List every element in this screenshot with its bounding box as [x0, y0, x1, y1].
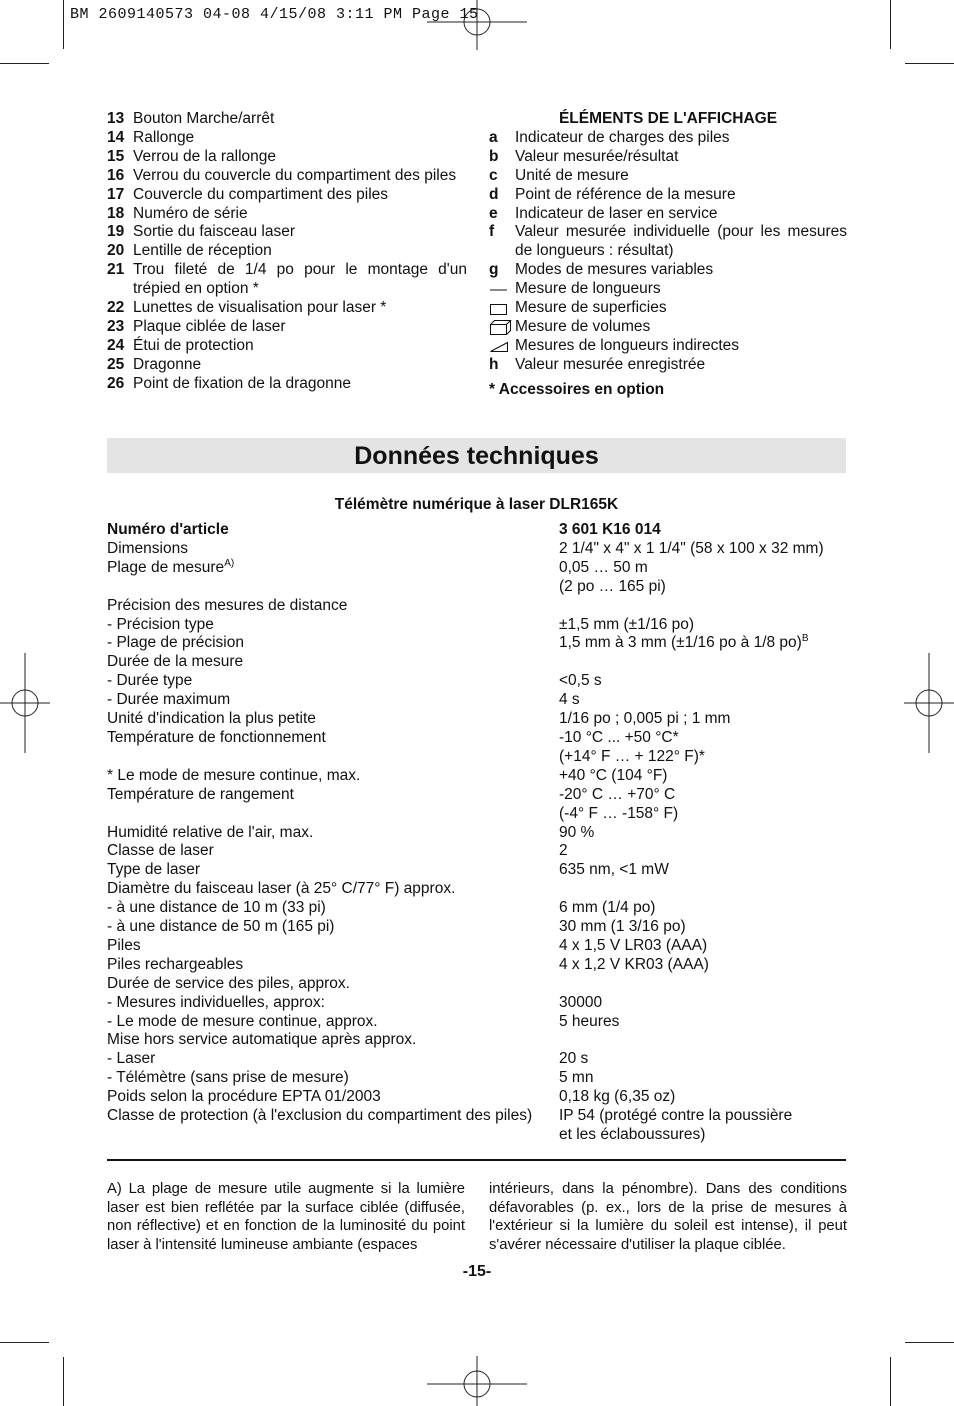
item-text: Unité de mesure: [515, 166, 629, 184]
spec-label-text: - Le mode de mesure continue, approx.: [107, 1012, 378, 1030]
spec-row: [107, 786, 846, 805]
spec-label: [107, 767, 559, 786]
spec-label: [107, 729, 559, 748]
spec-row: [107, 1013, 846, 1032]
list-item: [489, 205, 847, 224]
list-item: [107, 167, 467, 186]
crop-mark-bl-h: [0, 1342, 49, 1343]
item-number: 16: [107, 166, 125, 184]
spec-label-text: Classe de laser: [107, 842, 214, 860]
spec-value: [559, 521, 846, 540]
spec-label: [107, 824, 559, 843]
spec-value: [559, 597, 846, 616]
list-item: [107, 318, 467, 337]
spec-value-text: 0,18 kg (6,35 oz): [559, 1088, 676, 1106]
list-item: [489, 148, 847, 167]
item-text: Rallonge: [133, 128, 195, 146]
spec-value-text: -20° C … +70° C: [559, 785, 676, 803]
spec-value-text: 5 heures: [559, 1012, 620, 1030]
spec-row: [107, 975, 846, 994]
spec-label-text: Poids selon la procédure EPTA 01/2003: [107, 1088, 381, 1106]
item-text: Mesure de volumes: [515, 317, 651, 335]
item-key: f: [489, 223, 495, 241]
spec-value-text: 4 s: [559, 691, 580, 709]
spec-label: [107, 937, 559, 956]
spec-label-text: Numéro d'article: [107, 521, 229, 538]
spec-value: [559, 616, 846, 635]
page-number: -15-: [462, 1263, 492, 1280]
spec-label: [107, 956, 559, 975]
spec-row: [107, 691, 846, 710]
spec-label: [107, 597, 559, 616]
spec-value: [559, 767, 846, 786]
list-item: [489, 318, 847, 337]
spec-value-text: 635 nm, <1 mW: [559, 861, 669, 879]
spec-value: [559, 1088, 846, 1107]
spec-value: [559, 1107, 846, 1126]
spec-row: [107, 937, 846, 956]
item-number: 13: [107, 110, 125, 127]
spec-row: [107, 1050, 846, 1069]
crop-mark-tl-h: [0, 63, 49, 64]
spec-row: [107, 653, 846, 672]
spec-row: [107, 842, 846, 861]
spec-value: [559, 824, 846, 843]
list-item: [107, 242, 467, 261]
spec-label-text: Dimensions: [107, 539, 188, 557]
spec-label: [107, 1126, 559, 1145]
item-text: Numéro de série: [133, 204, 248, 222]
spec-label: [107, 1050, 559, 1069]
list-item: [107, 337, 467, 356]
spec-label: [107, 691, 559, 710]
spec-value: [559, 559, 846, 578]
spec-value: [559, 540, 846, 559]
item-number: 14: [107, 128, 125, 146]
spec-label: [107, 1107, 559, 1126]
item-number: 22: [107, 299, 125, 317]
spec-label-text: - Télémètre (sans prise de mesure): [107, 1069, 349, 1087]
spec-row: [107, 1069, 846, 1088]
item-text: Mesure de superficies: [515, 299, 667, 317]
spec-value: [559, 918, 846, 937]
spec-value-text: (+14° F … + 122° F)*: [559, 747, 705, 765]
spec-value-text: 30 mm (1 3/16 po): [559, 918, 686, 936]
section-title: Données techniques: [354, 442, 599, 470]
item-number: 23: [107, 317, 125, 335]
crop-mark-br-h: [905, 1342, 954, 1343]
item-key: h: [489, 355, 499, 373]
list-item: [489, 167, 847, 186]
spec-label: [107, 880, 559, 899]
spec-row: [107, 521, 846, 540]
item-number: 20: [107, 242, 125, 260]
spec-label: [107, 918, 559, 937]
crop-mark-br-v: [890, 1357, 891, 1406]
item-number: 25: [107, 355, 125, 373]
spec-value-text: et les éclaboussures): [559, 1126, 706, 1143]
item-text: Bouton Marche/arrêt: [133, 110, 275, 127]
item-text: Modes de mesures variables: [515, 261, 714, 279]
footnote-ref: A): [224, 557, 235, 569]
item-text: Point de référence de la mesure: [515, 185, 736, 203]
registration-mark-right-icon: [904, 653, 954, 753]
spec-row: [107, 559, 846, 578]
list-item: [489, 356, 847, 375]
spec-value-text: 5 mn: [559, 1069, 594, 1087]
spec-value: [559, 578, 846, 597]
spec-row: [107, 1126, 846, 1145]
spec-label-text: - Durée maximum: [107, 691, 231, 709]
crop-mark-tr-v: [890, 0, 891, 49]
spec-value: [559, 634, 846, 653]
list-item: [489, 223, 847, 261]
footnote-divider: [107, 1159, 846, 1161]
spec-value-text: 6 mm (1/4 po): [559, 899, 656, 917]
item-number: 15: [107, 147, 125, 165]
spec-label-text: Précision des mesures de distance: [107, 596, 348, 614]
spec-value: [559, 1013, 846, 1032]
spec-label: [107, 540, 559, 559]
spec-label: [107, 653, 559, 672]
spec-value: [559, 1050, 846, 1069]
spec-row: [107, 597, 846, 616]
display-elements: [489, 110, 847, 399]
spec-value: [559, 880, 846, 899]
spec-label: [107, 899, 559, 918]
spec-value-text: ±1,5 mm (±1/16 po): [559, 615, 695, 633]
footnote-ref: B: [801, 633, 809, 645]
spec-row: [107, 1088, 846, 1107]
spec-value: [559, 691, 846, 710]
item-text: Mesure de longueurs: [515, 280, 661, 298]
list-item: [107, 261, 467, 299]
crop-mark-tr-h: [905, 63, 954, 64]
list-item: [107, 299, 467, 318]
item-text: Lentille de réception: [133, 242, 272, 260]
spec-row: [107, 824, 846, 843]
area-rectangle-icon: [489, 299, 515, 318]
item-text: Point de fixation de la dragonne: [133, 374, 352, 392]
list-item: [489, 186, 847, 205]
spec-value-text: 2 1/4" x 4" x 1 1/4" (58 x 100 x 32 mm): [559, 539, 824, 557]
spec-row: [107, 616, 846, 635]
item-text: Étui de protection: [133, 336, 254, 354]
list-item: [107, 223, 467, 242]
spec-value-text: (2 po … 165 pi): [559, 577, 666, 595]
spec-row: [107, 767, 846, 786]
spec-value: [559, 1126, 846, 1145]
spec-value: [559, 748, 846, 767]
spec-value-text: 0,05 … 50 m: [559, 558, 648, 576]
spec-row: [107, 880, 846, 899]
list-item: [489, 129, 847, 148]
spec-value: [559, 842, 846, 861]
item-key: c: [489, 166, 498, 184]
spec-row: [107, 861, 846, 880]
item-number: 21: [107, 261, 125, 279]
spec-value: [559, 956, 846, 975]
spec-row: [107, 729, 846, 748]
spec-value-text: (-4° F … -158° F): [559, 804, 679, 822]
list-item: [489, 299, 847, 318]
spec-label-text: Piles rechargeables: [107, 955, 244, 973]
spec-value: [559, 805, 846, 824]
spec-label: [107, 559, 559, 578]
list-item: [107, 148, 467, 167]
item-key: e: [489, 204, 498, 222]
spec-label-text: - à une distance de 50 m (165 pi): [107, 918, 335, 936]
specs-table: [107, 521, 846, 1145]
item-text: Dragonne: [133, 355, 202, 373]
spec-value: [559, 937, 846, 956]
spec-label: [107, 578, 559, 597]
spec-value-text: 20 s: [559, 1050, 589, 1068]
spec-label: [107, 521, 559, 540]
crop-mark-bl-v: [63, 1357, 64, 1406]
spec-value: [559, 653, 846, 672]
item-text: Verrou du couvercle du compartiment des piles: [133, 166, 457, 184]
item-number: 26: [107, 374, 125, 392]
spec-value: [559, 975, 846, 994]
item-text: Valeur mesurée enregistrée: [515, 355, 706, 373]
item-number: 24: [107, 336, 125, 354]
indirect-triangle-icon: [489, 337, 515, 356]
spec-row: [107, 672, 846, 691]
item-text: Valeur mesurée/résultat: [515, 147, 679, 165]
list-item: [489, 280, 847, 299]
spec-label: [107, 1088, 559, 1107]
accessories-note: * Accessoires en option: [489, 380, 665, 398]
spec-label: [107, 748, 559, 767]
spec-value: [559, 899, 846, 918]
item-number: 19: [107, 223, 125, 241]
spec-row: [107, 1031, 846, 1050]
list-item: [107, 375, 467, 394]
item-key: g: [489, 261, 499, 279]
list-item: [107, 110, 467, 129]
spec-label-text: Piles: [107, 936, 141, 954]
item-text: Mesures de longueurs indirectes: [515, 336, 740, 354]
spec-label-text: - à une distance de 10 m (33 pi): [107, 899, 326, 917]
volume-box-icon: [489, 318, 515, 337]
spec-row: [107, 1107, 846, 1126]
spec-value-text: 4 x 1,2 V KR03 (AAA): [559, 955, 709, 973]
spec-label-text: Unité d'indication la plus petite: [107, 710, 316, 728]
item-text: Verrou de la rallonge: [133, 147, 277, 165]
spec-label-text: * Le mode de mesure continue, max.: [107, 766, 361, 784]
product-title: Télémètre numérique à laser DLR165K: [334, 496, 619, 513]
spec-value-text: 3 601 K16 014: [559, 521, 661, 538]
spec-row: [107, 578, 846, 597]
spec-row: [107, 748, 846, 767]
spec-value: [559, 861, 846, 880]
registration-mark-top-icon: [427, 0, 527, 50]
item-text: Indicateur de charges des piles: [515, 128, 730, 146]
item-text: Lunettes de visualisation pour laser *: [133, 299, 387, 317]
spec-value: [559, 1069, 846, 1088]
registration-mark-bottom-icon: [427, 1356, 527, 1406]
list-item: [489, 261, 847, 280]
item-key: d: [489, 185, 499, 203]
item-text: Trou fileté de 1/4 po pour le montage d'un trépied en option *: [133, 261, 467, 298]
spec-label: [107, 805, 559, 824]
spec-label-text: Mise hors service automatique après approx.: [107, 1031, 417, 1049]
spec-value-text: <0,5 s: [559, 672, 602, 690]
list-item: [107, 129, 467, 148]
spec-row: [107, 956, 846, 975]
spec-label-text: Type de laser: [107, 861, 201, 879]
list-item: [107, 186, 467, 205]
display-elements-title: ÉLÉMENTS DE L'AFFICHAGE: [558, 110, 778, 127]
spec-label: [107, 861, 559, 880]
item-text: Plaque ciblée de laser: [133, 317, 286, 335]
spec-label-text: Température de fonctionnement: [107, 728, 326, 746]
spec-value-text: 30000: [559, 993, 603, 1011]
spec-value: [559, 786, 846, 805]
spec-value: [559, 1031, 846, 1050]
print-header: BM 2609140573 04-08 4/15/08 3:11 PM Page 15: [70, 6, 479, 23]
item-text: Couvercle du compartiment des piles: [133, 185, 389, 203]
crop-mark-tl-v: [63, 0, 64, 49]
item-text: Valeur mesurée individuelle (pour les mesures de longueurs : résultat): [515, 223, 847, 260]
spec-label-text: - Plage de précision: [107, 634, 244, 652]
spec-label: [107, 994, 559, 1013]
spec-label-text: Température de rangement: [107, 785, 294, 803]
spec-label: [107, 1031, 559, 1050]
spec-label-text: - Précision type: [107, 615, 214, 633]
spec-value: [559, 994, 846, 1013]
list-item: [107, 205, 467, 224]
spec-label-text: Diamètre du faisceau laser (à 25° C/77° F) approx.: [107, 880, 456, 898]
parts-list: [107, 110, 467, 394]
spec-label: [107, 786, 559, 805]
spec-label: [107, 616, 559, 635]
spec-label-text: Humidité relative de l'air, max.: [107, 823, 314, 841]
item-text: Indicateur de laser en service: [515, 204, 718, 222]
spec-value: [559, 729, 846, 748]
spec-label-text: - Laser: [107, 1050, 156, 1068]
spec-value-text: +40 °C (104 °F): [559, 766, 668, 784]
item-text: Sortie du faisceau laser: [133, 223, 295, 241]
spec-value: [559, 710, 846, 729]
spec-label: [107, 672, 559, 691]
spec-label-text: Durée de la mesure: [107, 653, 244, 671]
footnote-left: A) La plage de mesure utile augmente si la lumière laser est bien reflétée par la surface ciblée (diffusée, non réflective) et en fonction de la luminosité du point laser à l'intensité lumineuse ambiante (espaces: [107, 1181, 465, 1253]
list-item: [489, 337, 847, 356]
registration-mark-left-icon: [0, 653, 50, 753]
spec-label-text: Plage de mesure: [107, 558, 225, 576]
spec-label-text: Classe de protection (à l'exclusion du compartiment des piles): [107, 1107, 533, 1125]
spec-value-text: -10 °C ... +50 °C*: [559, 728, 679, 746]
item-key: a: [489, 128, 498, 146]
spec-row: [107, 805, 846, 824]
length-line-icon: [489, 280, 515, 299]
spec-label: [107, 710, 559, 729]
spec-label-text: - Durée type: [107, 672, 193, 690]
spec-value-text: 4 x 1,5 V LR03 (AAA): [559, 936, 708, 954]
spec-value: [559, 672, 846, 691]
item-key: b: [489, 147, 499, 165]
item-number: 17: [107, 185, 125, 203]
spec-row: [107, 710, 846, 729]
spec-row: [107, 540, 846, 559]
spec-label: [107, 975, 559, 994]
spec-label: [107, 634, 559, 653]
spec-row: [107, 634, 846, 653]
spec-value-text: IP 54 (protégé contre la poussière: [559, 1107, 793, 1125]
spec-row: [107, 994, 846, 1013]
item-number: 18: [107, 204, 125, 222]
footnote-right: intérieurs, dans la pénombre). Dans des conditions défavorables (p. ex., lors de la prise de mesures à l'extérieur si la lumière du soleil est intense), il peut s'avérer nécessaire d'utiliser la plaque ciblée.: [489, 1181, 847, 1253]
spec-label-text: - Mesures individuelles, approx:: [107, 993, 325, 1011]
spec-row: [107, 899, 846, 918]
spec-row: [107, 918, 846, 937]
spec-label-text: Durée de service des piles, approx.: [107, 974, 350, 992]
list-item: [107, 356, 467, 375]
spec-value-text: 1/16 po ; 0,005 pi ; 1 mm: [559, 710, 731, 728]
spec-label: [107, 842, 559, 861]
spec-label: [107, 1013, 559, 1032]
spec-value-text: 90 %: [559, 823, 595, 841]
spec-label: [107, 1069, 559, 1088]
spec-value-text: 2: [559, 842, 568, 860]
spec-value-text: 1,5 mm à 3 mm (±1/16 po à 1/8 po): [559, 634, 802, 652]
